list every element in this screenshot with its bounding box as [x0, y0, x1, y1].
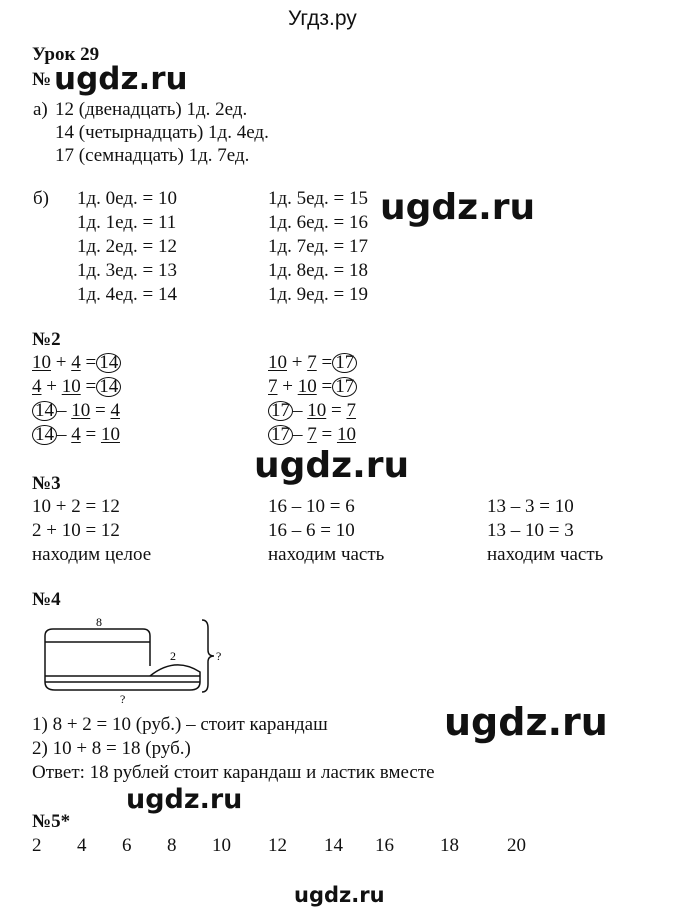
- task3-col1-line-1: 10 + 2 = 12: [32, 496, 120, 517]
- addend: 7: [307, 352, 317, 373]
- task1-b-right-2: 1д. 6ед. = 16: [268, 212, 368, 233]
- circled-whole: 17: [268, 401, 293, 421]
- operator: –: [293, 424, 303, 445]
- task3-title: №3: [32, 473, 61, 494]
- part: 7: [307, 424, 317, 445]
- addend: 10: [32, 352, 51, 373]
- watermark-footer: ugdz.ru: [294, 883, 385, 907]
- task5-number: 12: [268, 835, 287, 856]
- task2-title: №2: [32, 329, 61, 350]
- task1-b-left-2: 1д. 1ед. = 11: [77, 212, 177, 233]
- operator: –: [57, 400, 67, 421]
- task1-b-left-5: 1д. 4ед. = 14: [77, 284, 177, 305]
- task4-answer: Ответ: 18 рублей стоит карандаш и ластик вместе: [32, 762, 435, 783]
- task2-left-row-3: [32, 401, 120, 421]
- task3-col1-line-3: находим целое: [32, 544, 152, 565]
- task4-solution-2: 2) 10 + 8 = 18 (руб.): [32, 738, 191, 759]
- task5-number: 14: [324, 835, 343, 856]
- addend: 4: [71, 352, 81, 373]
- task3-col3-line-1: 13 – 3 = 10: [487, 496, 574, 517]
- operator: +: [282, 376, 293, 397]
- task2-left-row-2: [32, 377, 121, 397]
- task5-number: 18: [440, 835, 459, 856]
- operator: +: [291, 352, 303, 373]
- task5-number: 10: [212, 835, 231, 856]
- operator: –: [57, 424, 67, 445]
- part: 10: [71, 400, 91, 421]
- bottom-arc: [45, 682, 200, 690]
- equals: =: [321, 352, 333, 373]
- circled-whole: 14: [32, 401, 57, 421]
- lesson-title: Урок 29: [32, 44, 100, 65]
- task5-number: 4: [77, 835, 87, 856]
- task3-col3-line-2: 13 – 10 = 3: [487, 520, 574, 541]
- task1-b-right-4: 1д. 8ед. = 18: [268, 260, 368, 281]
- task2-right-row-4: [268, 425, 356, 445]
- task3-col2-line-2: 16 – 6 = 10: [268, 520, 355, 541]
- circled-whole: 17: [268, 425, 293, 445]
- addend: 10: [61, 376, 81, 397]
- task1-b-left-4: 1д. 3ед. = 13: [77, 260, 177, 281]
- watermark-2: ugdz.ru: [380, 187, 536, 228]
- top-value-label: 8: [96, 615, 102, 629]
- part: 10: [336, 424, 356, 445]
- task1-b-left-1: 1д. 0ед. = 10: [77, 188, 177, 209]
- equals: =: [85, 376, 97, 397]
- watermark-4: ugdz.ru: [444, 700, 608, 744]
- watermark-3: ugdz.ru: [254, 445, 410, 486]
- task1-b-right-1: 1д. 5ед. = 15: [268, 188, 368, 209]
- task5-number: 6: [122, 835, 132, 856]
- task1-a-line-1: 12 (двенадцать) 1д. 2ед.: [55, 99, 248, 120]
- task5-number: 2: [32, 835, 42, 856]
- equals: =: [85, 424, 97, 445]
- task2-left-row-4: [32, 425, 120, 445]
- addend: 7: [268, 376, 278, 397]
- task5-number: 20: [507, 835, 526, 856]
- task5-title: №5*: [32, 811, 71, 832]
- task1-b-right-5: 1д. 9ед. = 19: [268, 284, 368, 305]
- site-header: Угдз.ру: [288, 7, 357, 30]
- task3-col2-line-3: находим часть: [268, 544, 385, 565]
- task2-left-row-1: [32, 353, 121, 373]
- task1-a-line-3: 17 (семнадцать) 1д. 7ед.: [55, 145, 250, 166]
- operator: +: [55, 352, 67, 373]
- task5-number: 8: [167, 835, 177, 856]
- operator: –: [293, 400, 303, 421]
- circled-whole: 14: [96, 377, 121, 397]
- watermark-5: ugdz.ru: [126, 784, 243, 815]
- task1-number-prefix: №: [32, 69, 52, 90]
- task5-number: 16: [375, 835, 394, 856]
- equals: =: [95, 400, 106, 421]
- part: 10: [100, 424, 120, 445]
- addend: 10: [297, 376, 317, 397]
- task2-right-row-1: [268, 353, 357, 373]
- equals: =: [321, 376, 333, 397]
- addend: 4: [32, 376, 42, 397]
- equals: =: [321, 424, 333, 445]
- task1-b-left-3: 1д. 2ед. = 12: [77, 236, 177, 257]
- equals: =: [331, 400, 342, 421]
- task3-col1-line-2: 2 + 10 = 12: [32, 520, 120, 541]
- equals: =: [85, 352, 97, 373]
- task1-b-label: б): [33, 188, 49, 209]
- task4-diagram: [40, 614, 240, 704]
- top-arc: [45, 629, 150, 666]
- right-brace: [202, 620, 214, 692]
- brace-question-label: ?: [216, 649, 222, 663]
- small-value-label: 2: [170, 649, 176, 663]
- task2-right-row-3: [268, 401, 356, 421]
- circled-whole: 14: [96, 353, 121, 373]
- task3-col3-line-3: находим часть: [487, 544, 604, 565]
- circled-whole: 14: [32, 425, 57, 445]
- part: 4: [71, 424, 81, 445]
- part: 7: [346, 400, 356, 421]
- bottom-question-label: ?: [120, 692, 126, 704]
- small-arc: [150, 665, 200, 682]
- circled-whole: 17: [332, 377, 357, 397]
- part: 10: [307, 400, 327, 421]
- operator: +: [46, 376, 57, 397]
- task2-right-row-2: [268, 377, 357, 397]
- task1-b-right-3: 1д. 7ед. = 17: [268, 236, 368, 257]
- task3-col2-line-1: 16 – 10 = 6: [268, 496, 355, 517]
- addend: 10: [268, 352, 287, 373]
- task4-title: №4: [32, 589, 61, 610]
- watermark-1: ugdz.ru: [54, 61, 188, 97]
- task1-a-line-2: 14 (четырнадцать) 1д. 4ед.: [55, 122, 269, 143]
- part: 4: [110, 400, 120, 421]
- task4-solution-1: 1) 8 + 2 = 10 (руб.) – стоит карандаш: [32, 714, 328, 735]
- circled-whole: 17: [332, 353, 357, 373]
- task1-a-label: а): [33, 99, 48, 120]
